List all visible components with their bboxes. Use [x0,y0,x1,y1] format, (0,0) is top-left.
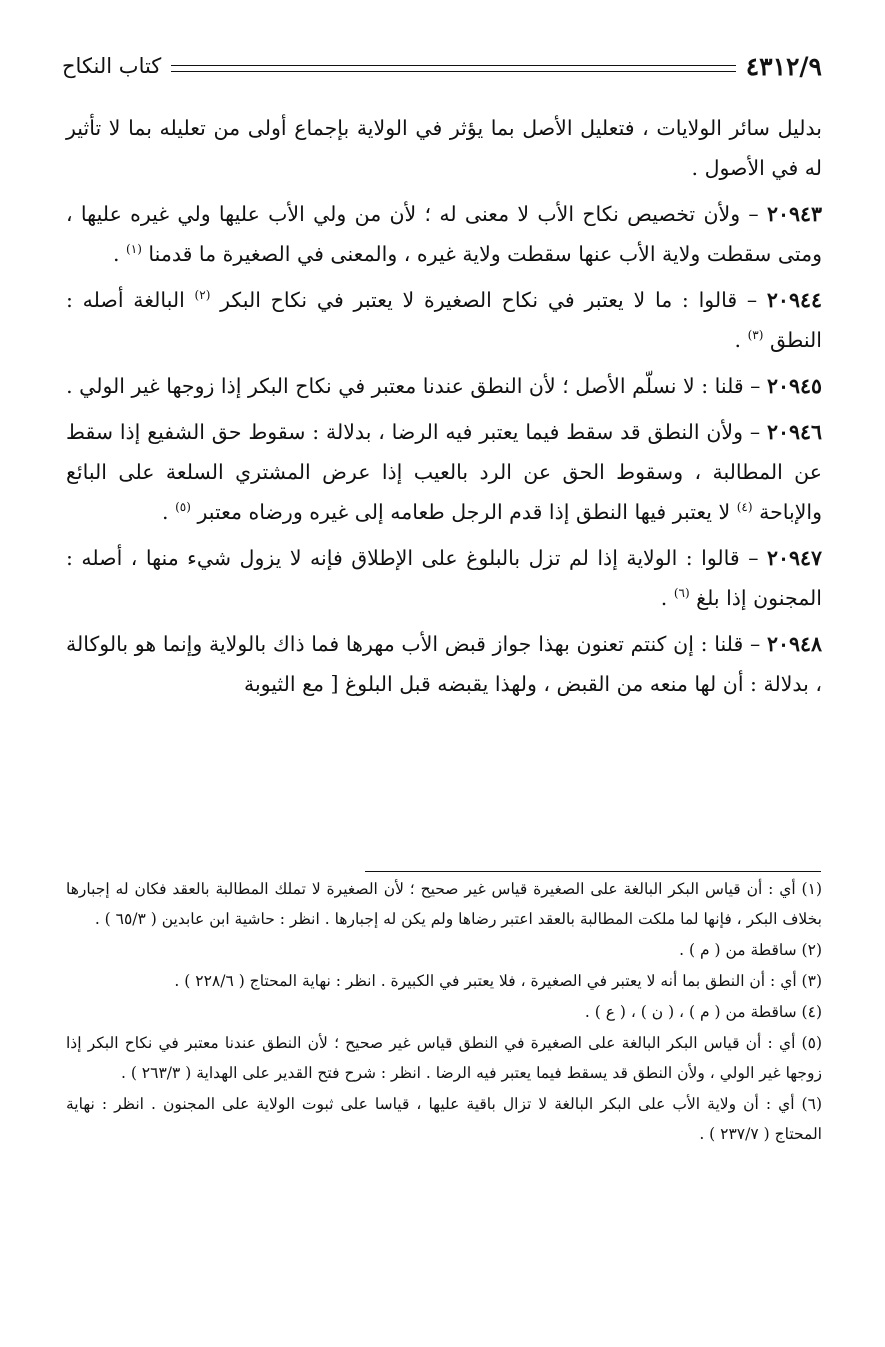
issue-number: ٢٠٩٤٦ [766,420,822,444]
paragraph-tail: . [162,500,176,524]
issue-number: ٢٠٩٤٣ [766,202,822,226]
paragraph-20943 [66,194,822,274]
footnote-ref[interactable]: (٣) [747,328,764,343]
paragraph-tail: . [113,242,127,266]
paragraph-text: – قالوا : ما لا يعتبر في نكاح الصغيرة لا يعتبر في نكاح البكر [220,288,767,312]
footnote-separator [365,871,821,872]
paragraph-text: – قالوا : الولاية إذا لم تزل بالبلوغ على الإطلاق فإنه لا يزول شيء منها ، أصله : المجنون إذا بلغ [66,546,822,610]
paragraph-20944 [66,280,822,360]
footnote-1: (١) أي : أن قياس البكر البالغة على الصغيرة قياس غير صحيح ؛ لأن الصغيرة لا تملك المطالبة بالعقد فكان له إجبارها بخلاف البكر ، فإنها لما ملكت المطالبة بالعقد اعتبر رضاها ولم يكن له إجبارها . انظر : حاشية ابن عابدين ( ٦٥/٣ ) . [66,880,822,928]
issue-number: ٢٠٩٤٤ [766,288,822,312]
header-double-rule [171,65,735,72]
paragraph-20948 [66,624,822,704]
running-header [62,46,822,86]
footnote-ref[interactable]: (٤) [736,500,753,515]
book-title: كتاب النكاح [62,54,162,78]
main-text [66,108,822,710]
paragraph-20946 [66,412,822,532]
paragraph-tail: . [734,328,748,352]
issue-number: ٢٠٩٤٨ [766,632,822,656]
footnote-ref[interactable]: (١) [126,242,142,257]
footnote-4: (٤) ساقطة من ( م ) ، ( ن ) ، ( ع ) . [584,1003,822,1021]
paragraph-text-2: البالغة أصله : النطق [66,288,822,352]
page-number: ٤٣١٢/٩ [745,51,822,81]
footnote-2: (٢) ساقطة من ( م ) . [679,941,822,959]
footnote-5: (٥) أي : أن قياس البكر البالغة على الصغيرة في النطق قياس غير صحيح ؛ لأن النطق عندنا معتبر في نكاح البكر إذا زوجها غير الولي ، ولأن النطق قد يسقط فيما يعتبر فيه الرضا . انظر : شرح فتح القدير على الهداية ( ٢٦٣/٣ ) . [66,1034,822,1082]
footnote-6: (٦) أي : أن ولاية الأب على البكر البالغة لا تزال باقية عليها ، قياسا على ثبوت الولاية على المجنون . انظر : نهاية المحتاج ( ٢٣٧/٧ ) . [66,1095,822,1143]
footnotes [66,874,822,1150]
footnote-3: (٣) أي : أن النطق بما أنه لا يعتبر في الصغيرة ، فلا يعتبر في الكبيرة . انظر : نهاية المحتاج ( ٢٢٨/٦ ) . [174,972,822,990]
paragraph-text: – ولأن النطق قد سقط فيما يعتبر فيه الرضا ، بدلالة : سقوط حق الشفيع إذا سقط عن المطالبة ، وسقوط الحق عن الرد بالعيب إذا عرض المشتري السلعة على البائع والإباحة [66,420,822,524]
paragraph-text-2: لا يعتبر فيها النطق إذا قدم الرجل طعامه إلى غيره ورضاه معتبر [197,500,737,524]
paragraph-tail: . [660,586,674,610]
paragraph-text: – قلنا : إن كنتم تعنون بهذا جواز قبض الأب مهرها فما ذاك بالولاية وإنما هو بالوكالة ، بدلالة : أن لها منعه من القبض ، ولهذا يقبضه قبل البلوغ [ مع الثيوبة [66,632,822,696]
paragraph-text: – قلنا : لا نسلّم الأصل ؛ لأن النطق عندنا معتبر في نكاح البكر إذا زوجها غير الولي . [66,374,767,398]
issue-number: ٢٠٩٤٧ [766,546,822,570]
footnote-ref[interactable]: (٢) [194,288,211,303]
paragraph-text: بدليل سائر الولايات ، فتعليل الأصل بما يؤثر في الولاية بإجماع أولى من تعليله بما لا تأثير له في الأصول . [66,116,822,180]
paragraph-20947 [66,538,822,618]
footnote-ref[interactable]: (٥) [175,500,191,515]
paragraph-continuation [66,108,822,188]
issue-number: ٢٠٩٤٥ [766,374,822,398]
footnote-ref[interactable]: (٦) [673,586,690,601]
paragraph-text: – ولأن تخصيص نكاح الأب لا معنى له ؛ لأن من ولي الأب عليها ولي غيره عليها ، ومتى سقطت ولاية الأب عنها سقطت ولاية غيره ، والمعنى في الصغيرة ما قدمنا [66,202,822,266]
paragraph-20945 [66,366,822,406]
